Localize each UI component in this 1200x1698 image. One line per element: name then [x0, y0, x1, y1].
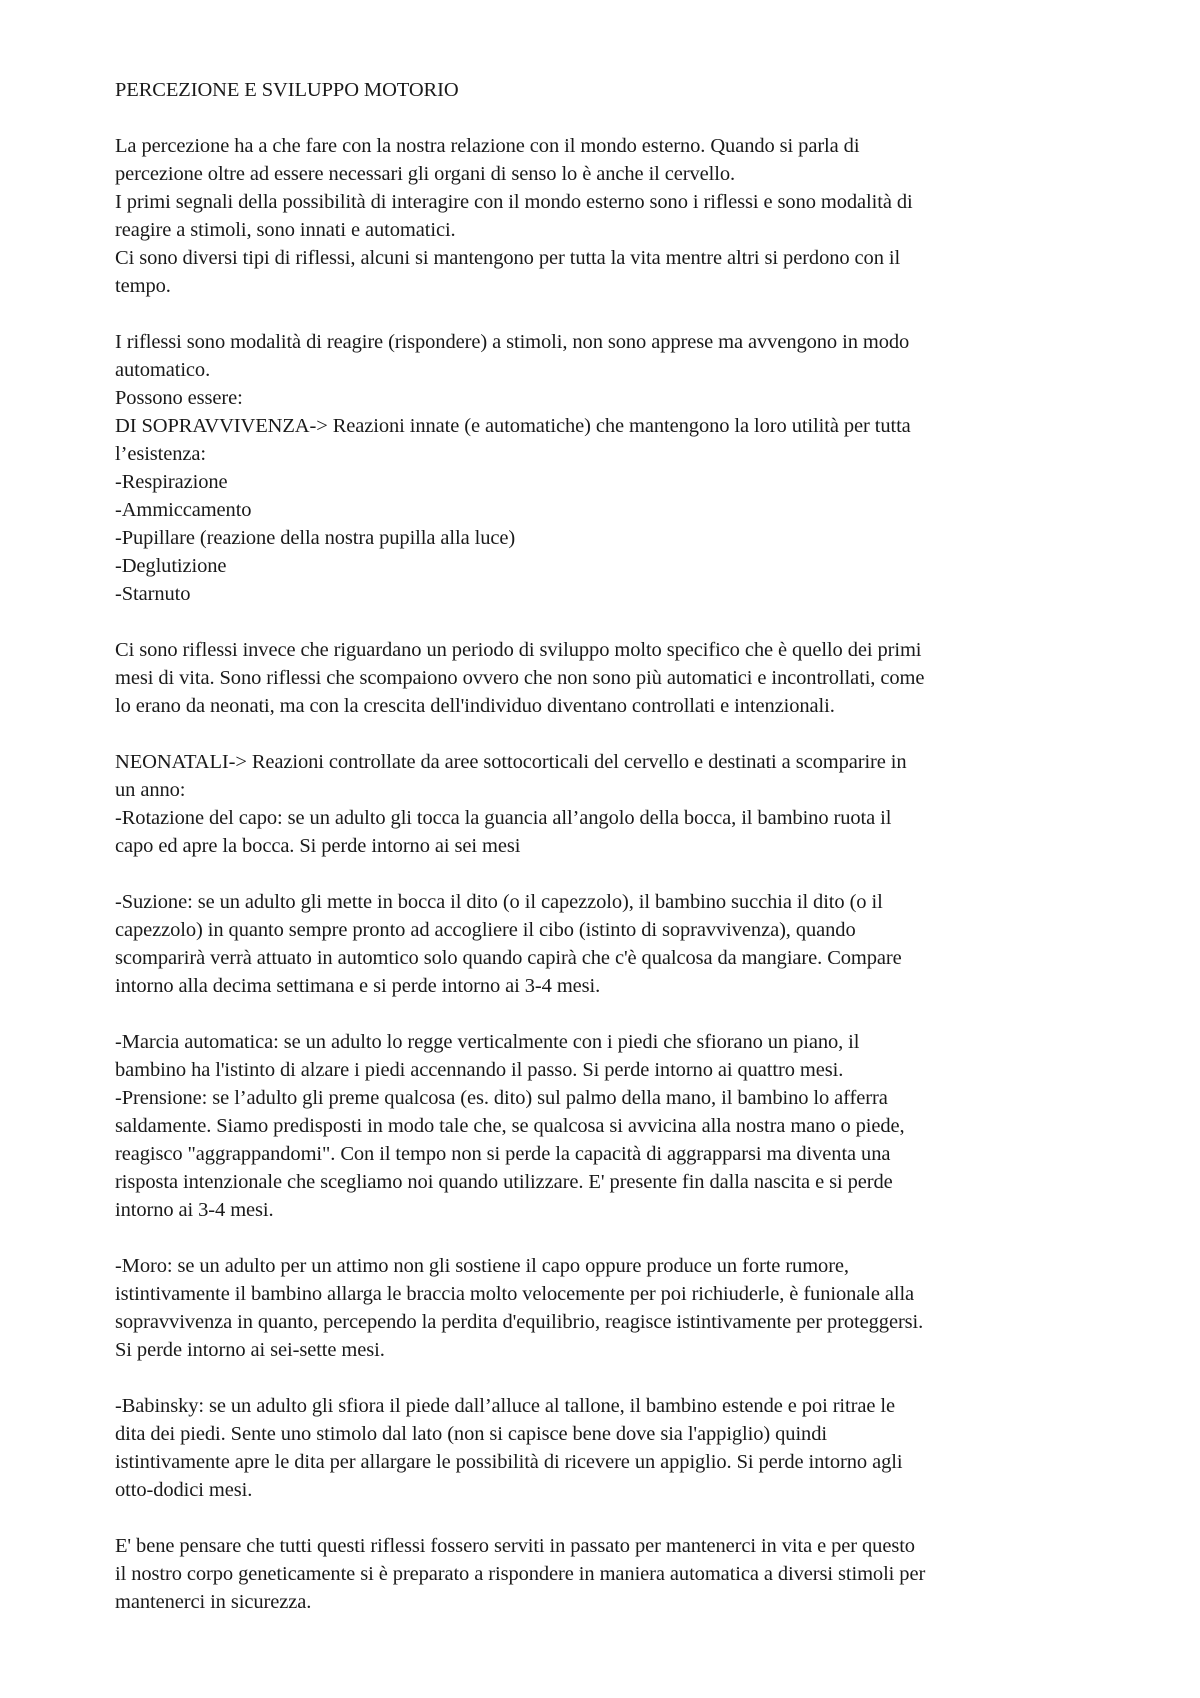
text-line: risposta intenzionale che scegliamo noi quando utilizzare. E' presente fin dalla nascita e si perde [115, 1171, 893, 1193]
text-line: I riflessi sono modalità di reagire (rispondere) a stimoli, non sono apprese ma avvengono in modo [115, 331, 910, 353]
suzione-paragraph [115, 888, 1115, 1000]
text-line: istintivamente apre le dita per allargare le possibilità di ricevere un appiglio. Si perde intorno agli [115, 1451, 903, 1473]
text-line: reagire a stimoli, sono innati e automatici. [115, 219, 456, 241]
text-line: reagisco "aggrappandomi". Con il tempo non si perde la capacità di aggrapparsi ma diventa una [115, 1143, 891, 1165]
list-item: -Respirazione [115, 471, 228, 493]
paragraph-gap [115, 608, 1115, 636]
paragraph-gap [115, 860, 1115, 888]
text-line: NEONATALI-> Reazioni controllate da aree sottocorticali del cervello e destinati a scomparire in [115, 751, 907, 773]
text-line: Ci sono riflessi invece che riguardano un periodo di sviluppo molto specifico che è quello dei primi [115, 639, 922, 661]
marcia-paragraph [115, 1028, 1115, 1224]
text-line: capezzolo) in quanto sempre pronto ad accogliere il cibo (istinto di sopravvivenza), quando [115, 919, 856, 941]
text-line: bambino ha l'istinto di alzare i piedi accennando il passo. Si perde intorno ai quattro mesi. [115, 1059, 844, 1081]
neonatali-paragraph [115, 748, 1115, 860]
paragraph-gap [115, 720, 1115, 748]
text-line: I primi segnali della possibilità di interagire con il mondo esterno sono i riflessi e sono modalità di [115, 191, 913, 213]
text-line: lo erano da neonati, ma con la crescita dell'individuo diventano controllati e intenzionali. [115, 695, 835, 717]
text-line: capo ed apre la bocca. Si perde intorno ai sei mesi [115, 835, 521, 857]
paragraph-gap [115, 1504, 1115, 1532]
text-line: DI SOPRAVVIVENZA-> Reazioni innate (e automatiche) che mantengono la loro utilità per tutta [115, 415, 911, 437]
list-item: -Ammiccamento [115, 499, 252, 521]
page-title: PERCEZIONE E SVILUPPO MOTORIO [115, 79, 459, 101]
text-line: mantenerci in sicurezza. [115, 1591, 312, 1613]
text-line: -Prensione: se l’adulto gli preme qualcosa (es. dito) sul palmo della mano, il bambino lo afferra [115, 1087, 888, 1109]
text-line: La percezione ha a che fare con la nostra relazione con il mondo esterno. Quando si parla di [115, 135, 860, 157]
sviluppo-paragraph [115, 636, 1115, 720]
text-line: mesi di vita. Sono riflessi che scompaiono ovvero che non sono più automatici e incontrollati, come [115, 667, 925, 689]
text-line: -Marcia automatica: se un adulto lo regge verticalmente con i piedi che sfiorano un piano, il [115, 1031, 860, 1053]
text-line: Possono essere: [115, 387, 243, 409]
text-line: l’esistenza: [115, 443, 207, 465]
text-line: otto-dodici mesi. [115, 1479, 253, 1501]
text-line: saldamente. Siamo predisposti in modo tale che, se qualcosa si avvicina alla nostra mano o piede, [115, 1115, 905, 1137]
text-line: un anno: [115, 779, 186, 801]
list-item: -Deglutizione [115, 555, 227, 577]
text-line: Ci sono diversi tipi di riflessi, alcuni si mantengono per tutta la vita mentre altri si perdono con il [115, 247, 901, 269]
moro-paragraph [115, 1252, 1115, 1364]
text-line: intorno ai 3-4 mesi. [115, 1199, 274, 1221]
paragraph-gap [115, 300, 1115, 328]
document-page [115, 76, 1115, 1616]
text-line: E' bene pensare che tutti questi riflessi fossero serviti in passato per mantenerci in vita e per questo [115, 1535, 915, 1557]
text-line: scomparirà verrà attuato in automtico solo quando capirà che c'è qualcosa da mangiare. Compare [115, 947, 902, 969]
text-line: percezione oltre ad essere necessari gli organi di senso lo è anche il cervello. [115, 163, 736, 185]
text-line: -Moro: se un adulto per un attimo non gli sostiene il capo oppure produce un forte rumore, [115, 1255, 849, 1277]
paragraph-gap [115, 1364, 1115, 1392]
text-line: sopravvivenza in quanto, percependo la perdita d'equilibrio, reagisce istintivamente per proteggersi. [115, 1311, 924, 1333]
conclusione-paragraph [115, 1532, 1115, 1616]
text-line: il nostro corpo geneticamente si è preparato a rispondere in maniera automatica a diversi stimoli per [115, 1563, 926, 1585]
intro-paragraph [115, 132, 1115, 300]
text-line: Si perde intorno ai sei-sette mesi. [115, 1339, 385, 1361]
text-line: -Babinsky: se un adulto gli sfiora il piede dall’alluce al tallone, il bambino estende e poi ritrae le [115, 1395, 895, 1417]
babinsky-paragraph [115, 1392, 1115, 1504]
text-line: -Rotazione del capo: se un adulto gli tocca la guancia all’angolo della bocca, il bambino ruota il [115, 807, 892, 829]
paragraph-gap [115, 1000, 1115, 1028]
text-line: intorno alla decima settimana e si perde intorno ai 3-4 mesi. [115, 975, 601, 997]
paragraph-gap [115, 1224, 1115, 1252]
text-line: automatico. [115, 359, 211, 381]
paragraph-gap [115, 104, 1115, 132]
text-line: tempo. [115, 275, 171, 297]
text-line: dita dei piedi. Sente uno stimolo dal lato (non si capisce bene dove sia l'appiglio) quindi [115, 1423, 827, 1445]
list-item: -Starnuto [115, 583, 191, 605]
riflessi-paragraph [115, 328, 1115, 608]
text-line: istintivamente il bambino allarga le braccia molto velocemente per poi richiuderle, è funionale alla [115, 1283, 915, 1305]
text-line: -Suzione: se un adulto gli mette in bocca il dito (o il capezzolo), il bambino succhia il dito (o il [115, 891, 883, 913]
list-item: -Pupillare (reazione della nostra pupilla alla luce) [115, 527, 516, 549]
